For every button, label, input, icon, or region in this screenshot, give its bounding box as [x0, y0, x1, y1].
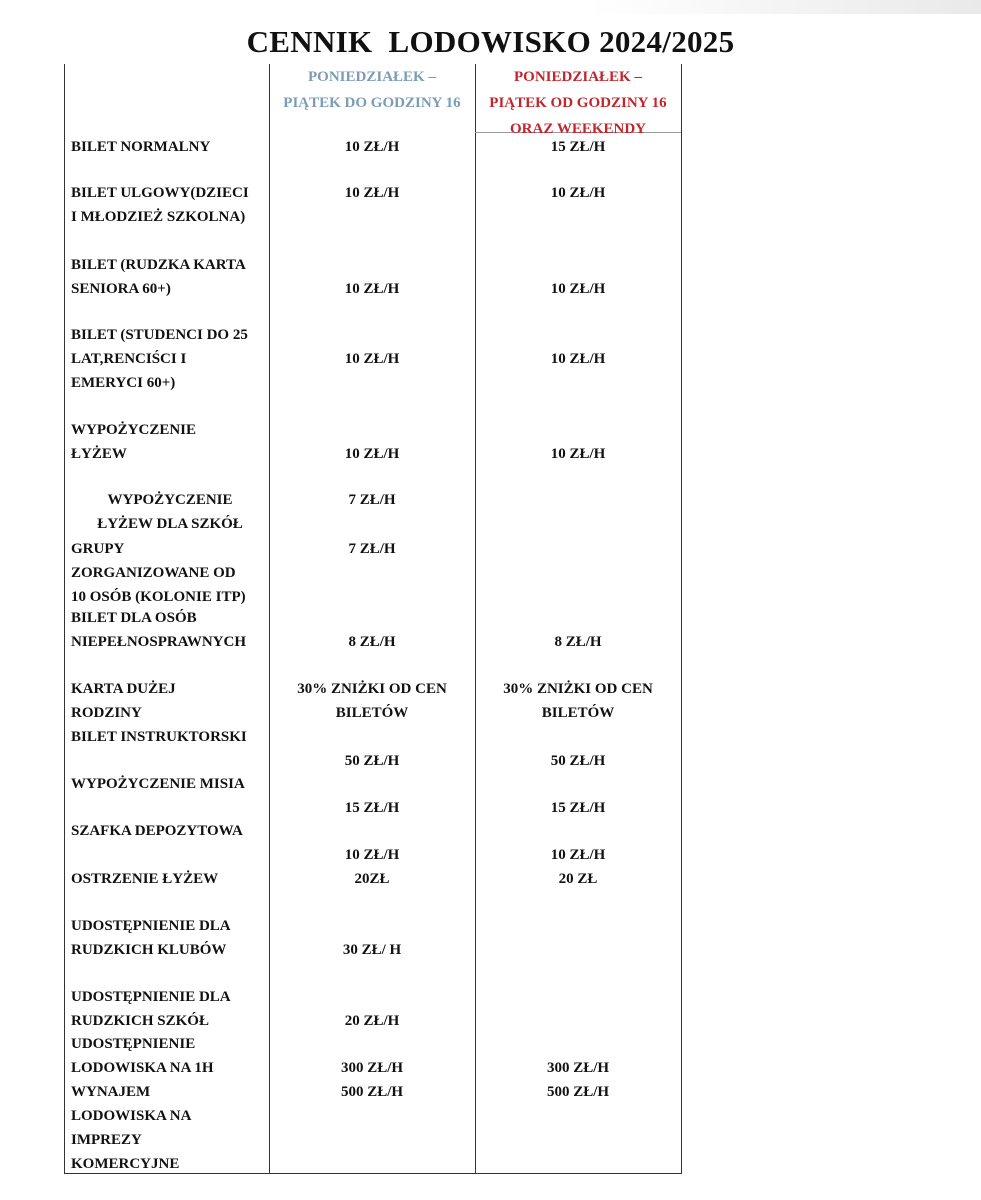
row-price-weekday: 30 ZŁ/ H	[342, 942, 402, 958]
row-label: WYPOŻYCZENIE ŁYŻEW DLA SZKÓŁ	[97, 492, 243, 532]
row-label: BILET (RUDZKA KARTA SENIORA 60+)	[71, 257, 246, 297]
row-label: BILET (STUDENCI DO 25 LAT,RENCIŚCI I EMERYCI 60+)	[71, 327, 248, 391]
row-price-weekend: 50 ZŁ/H	[550, 753, 606, 769]
row-price-weekday: 10 ZŁ/H	[344, 139, 400, 155]
header-weekend: PONIEDZIAŁEK – PIĄTEK OD GODZINY 16 ORAZ WEEKENDY	[489, 69, 667, 137]
row-label: BILET NORMALNY	[71, 139, 211, 155]
row-price-weekday: 8 ZŁ/H	[348, 634, 396, 650]
row-price-weekday: 300 ZŁ/H	[340, 1060, 404, 1076]
row-price-weekday: 500 ZŁ/H	[340, 1084, 404, 1100]
row-label: BILET INSTRUKTORSKI	[71, 729, 247, 745]
row-price-weekday: 7 ZŁ/H	[348, 492, 396, 508]
row-label: UDOSTĘPNIENIE LODOWISKA NA 1H	[71, 1036, 214, 1076]
row-price-weekday: 20 ZŁ/H	[344, 1013, 400, 1029]
row-price-weekday: 10 ZŁ/H	[344, 847, 400, 863]
row-price-weekend: 30% ZNIŻKI OD CEN BILETÓW	[503, 681, 653, 721]
row-label: WYNAJEM LODOWISKA NA IMPREZY KOMERCYJNE	[71, 1084, 192, 1172]
table-border-right	[681, 64, 682, 1173]
row-price-weekend: 15 ZŁ/H	[550, 139, 606, 155]
column-divider-2	[475, 64, 476, 1173]
row-label: SZAFKA DEPOZYTOWA	[71, 823, 243, 839]
row-label: OSTRZENIE ŁYŻEW	[71, 871, 219, 887]
table-border-left	[64, 64, 65, 1173]
row-price-weekend: 10 ZŁ/H	[550, 185, 606, 201]
row-price-weekday: 7 ZŁ/H	[348, 541, 396, 557]
row-label: UDOSTĘPNIENIE DLA RUDZKICH KLUBÓW	[71, 918, 231, 958]
row-label: KARTA DUŻEJ RODZINY	[71, 681, 176, 721]
row-price-weekday: 10 ZŁ/H	[344, 446, 400, 462]
row-price-weekend: 10 ZŁ/H	[550, 446, 606, 462]
row-label: WYPOŻYCZENIE ŁYŻEW	[71, 422, 197, 462]
price-table	[64, 64, 682, 1174]
row-price-weekday: 30% ZNIŻKI OD CEN BILETÓW	[297, 681, 447, 721]
row-price-weekday: 15 ZŁ/H	[344, 800, 400, 816]
row-price-weekday: 10 ZŁ/H	[344, 281, 400, 297]
top-edge-shadow	[0, 0, 981, 14]
row-price-weekday: 50 ZŁ/H	[344, 753, 400, 769]
row-price-weekend: 10 ZŁ/H	[550, 351, 606, 367]
row-price-weekend: 10 ZŁ/H	[550, 281, 606, 297]
row-label: GRUPY ZORGANIZOWANE OD 10 OSÓB (KOLONIE ITP)	[71, 541, 246, 605]
row-price-weekday: 10 ZŁ/H	[344, 185, 400, 201]
row-price-weekday: 10 ZŁ/H	[344, 351, 400, 367]
header-weekday: PONIEDZIAŁEK – PIĄTEK DO GODZINY 16	[283, 69, 461, 111]
row-price-weekend: 20 ZŁ	[558, 871, 598, 887]
page-title: CENNIK LODOWISKO 2024/2025	[246, 24, 735, 59]
row-price-weekend: 8 ZŁ/H	[554, 634, 602, 650]
row-price-weekend: 500 ZŁ/H	[546, 1084, 610, 1100]
row-price-weekend: 300 ZŁ/H	[546, 1060, 610, 1076]
row-label: WYPOŻYCZENIE MISIA	[71, 776, 245, 792]
row-label: UDOSTĘPNIENIE DLA RUDZKICH SZKÓŁ	[71, 989, 231, 1029]
row-price-weekend: 10 ZŁ/H	[550, 847, 606, 863]
row-price-weekend: 15 ZŁ/H	[550, 800, 606, 816]
row-label: BILET DLA OSÓB NIEPEŁNOSPRAWNYCH	[71, 610, 247, 650]
column-divider-1	[269, 64, 270, 1173]
row-label: BILET ULGOWY(DZIECI I MŁODZIEŻ SZKOLNA)	[71, 185, 249, 225]
row-price-weekday: 20ZŁ	[354, 871, 390, 887]
